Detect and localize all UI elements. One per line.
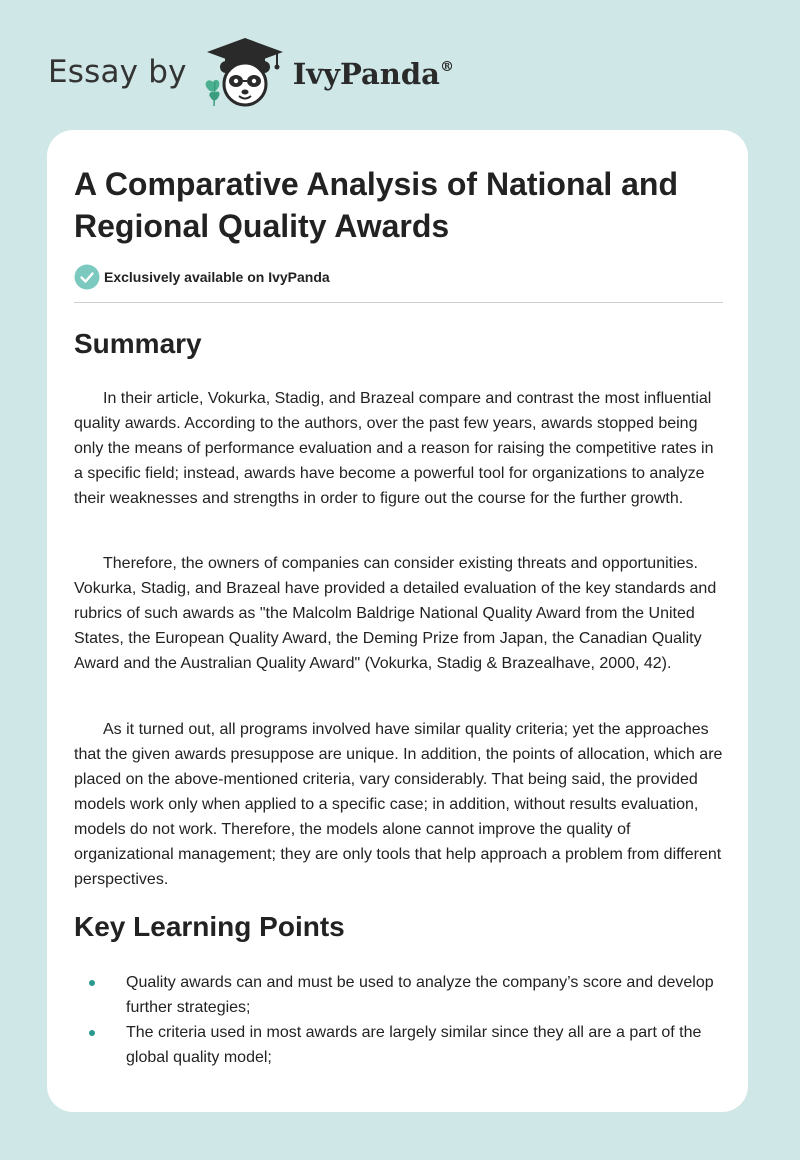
list-item-text: The criteria used in most awards are largely similar since they all are a part of the global quality model; [126, 1024, 702, 1066]
page-title: A Comparative Analysis of National and Regional Quality Awards [74, 166, 678, 244]
bullet-dot-icon [89, 1030, 95, 1036]
list-item-text: Quality awards can and must be used to analyze the company’s score and develop further strategies; [126, 974, 714, 1016]
key-points-list [74, 970, 723, 1070]
summary-paragraph: Therefore, the owners of companies can consider existing threats and opportunities. Vokurka, Stadig, and Brazeal have provided a detailed evaluation of the key standards and rubrics of such awards as "the Malcolm Baldrige National Quality Award from the United States, the European Quality Award, the Deming Prize from Japan, the Canadian Quality Award and the Australian Quality Award" (Vokurka, Stadig & Brazealhave, 2000, 42). [74, 555, 717, 672]
title-divider [74, 302, 723, 303]
brand-name: IvyPanda® [292, 57, 454, 91]
brand-header[interactable] [48, 36, 454, 108]
brand-prefix: Essay by [48, 54, 187, 90]
check-circle-icon [74, 264, 100, 290]
exclusive-label: Exclusively available on IvyPanda [104, 269, 330, 285]
list-item [74, 970, 723, 1020]
summary-heading: Summary [74, 328, 202, 359]
exclusive-badge [74, 263, 330, 291]
essay-card [47, 130, 748, 1112]
bullet-dot-icon [89, 980, 95, 986]
panda-logo-icon [201, 36, 287, 108]
summary-paragraph: As it turned out, all programs involved have similar quality criteria; yet the approaches that the given awards presuppose are unique. In addition, the points of allocation, which are placed on the above-mentioned criteria, vary considerably. That being said, the provided models work only when applied to a specific case; in addition, without results evaluation, models do not work. Therefore, the models alone cannot improve the quality of organizational management; they are only tools that help approach a problem from different perspectives. [74, 721, 723, 888]
summary-paragraph: In their article, Vokurka, Stadig, and Brazeal compare and contrast the most influential quality awards. According to the authors, over the past few years, awards stopped being only the means of performance evaluation and a reason for raising the competitive rates in a specific field; instead, awards have become a powerful tool for organizations to analyze their weaknesses and strengths in order to figure out the course for the further growth. [74, 390, 714, 507]
registered-mark: ® [439, 59, 454, 76]
list-item [74, 1020, 723, 1070]
key-learning-heading: Key Learning Points [74, 911, 345, 942]
